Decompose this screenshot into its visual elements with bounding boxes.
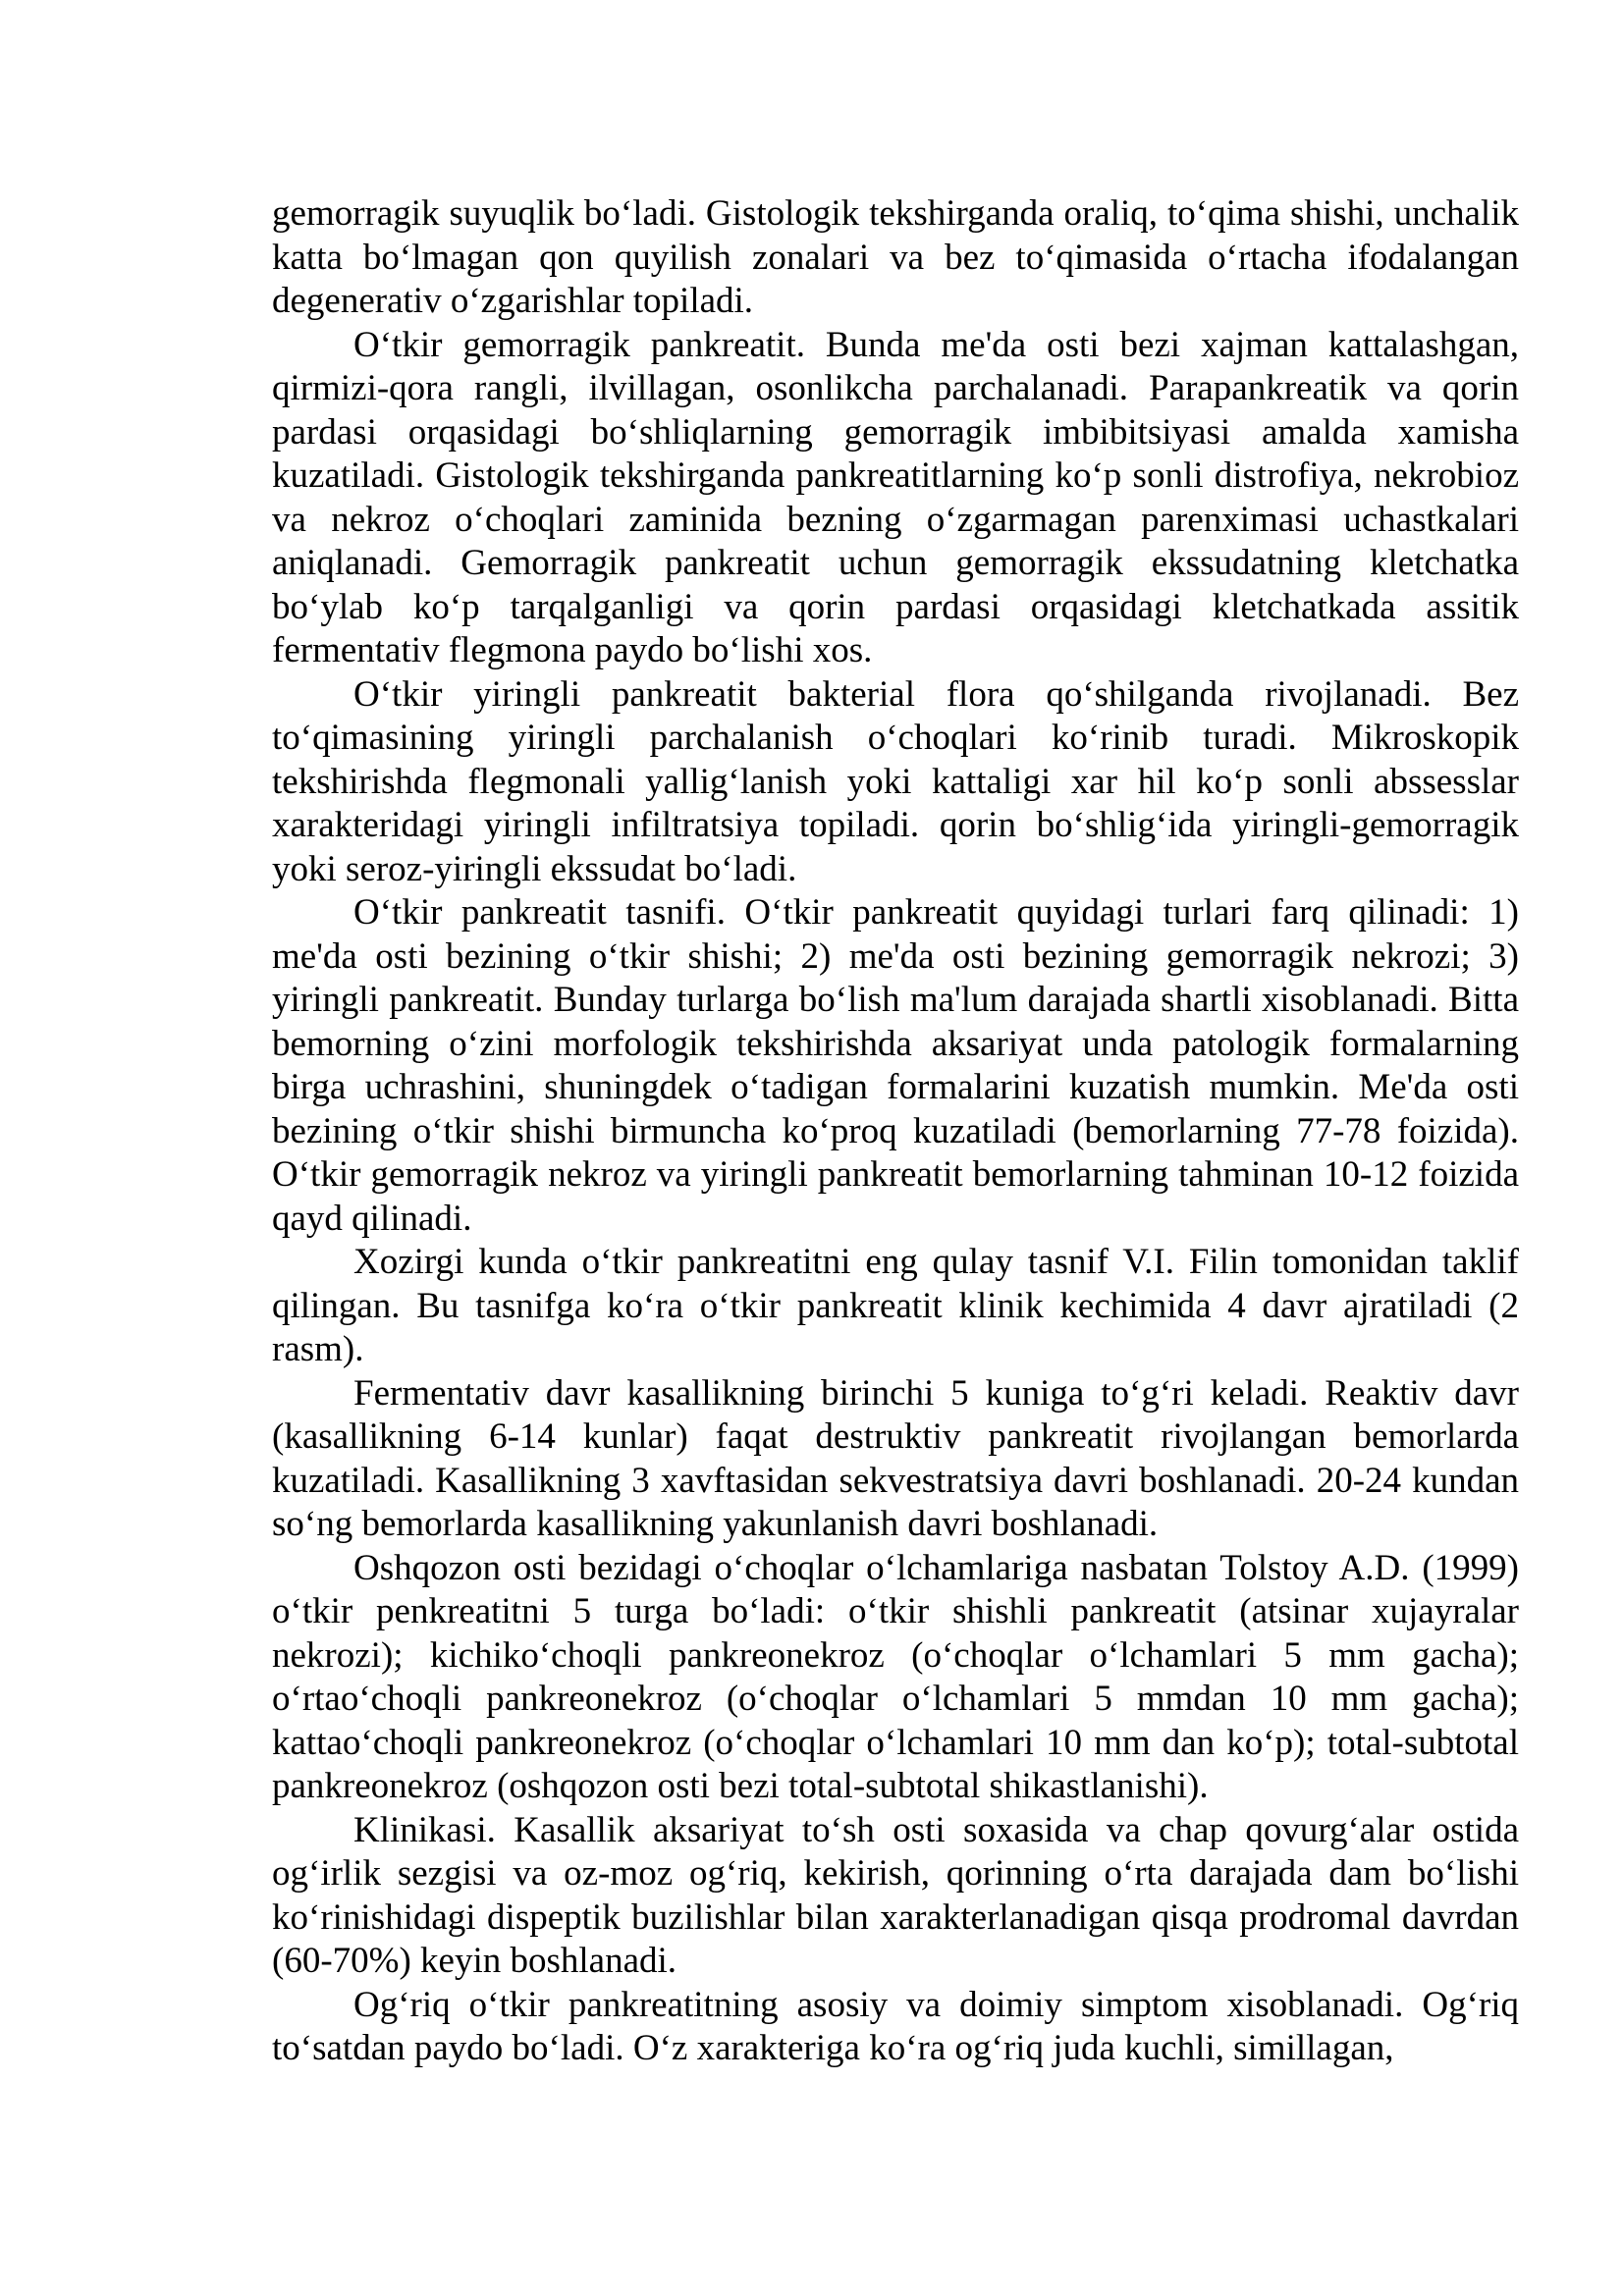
paragraph-filin-classification: Xozirgi kunda o‘tkir pankreatitni eng qulay tasnif V.I. Filin tomonidan taklif qilingan. Bu tasnifga ko‘ra o‘tkir pankreatit klinik kechimida 4 davr ajratiladi (2 rasm).: [272, 1242, 1519, 1369]
paragraph-classification: O‘tkir pankreatit tasnifi. O‘tkir pankreatit quyidagi turlari farq qilinadi: 1) me'da osti bezining o‘tkir shishi; 2) me'da osti bezining gemorragik nekrozi; 3) yiringli pankreatit. Bunday turlarga bo‘lish ma'lum darajada shartli xisoblanadi. Bitta bemorning o‘zini morfologik tekshirishda aksariyat unda patologik formalarning birga uchrashini, shuningdek o‘tadigan formalarini kuzatish mumkin. Me'da osti bezining o‘tkir shishi birmuncha ko‘proq kuzatiladi (bemorlarning 77-78 foizida). O‘tkir gemorragik nekroz va yiringli pankreatit bemorlarning tahminan 10-12 foizida qayd qilinadi.: [272, 892, 1519, 1239]
paragraph-pain: Og‘riq o‘tkir pankreatitning asosiy va doimiy simptom xisoblanadi. Og‘riq to‘satdan paydo bo‘ladi. O‘z xarakteriga ko‘ra og‘riq juda kuchli, simillagan,: [272, 1984, 1519, 2068]
paragraph-periods: Fermentativ davr kasallikning birinchi 5 kuniga to‘g‘ri keladi. Reaktiv davr (kasallikning 6-14 kunlar) faqat destruktiv pankreatit rivojlangan bemorlarda kuzatiladi. Kasallikning 3 xavftasidan sekvestratsiya davri boshlanadi. 20-24 kundan so‘ng bemorlarda kasallikning yakunlanish davri boshlanadi.: [272, 1372, 1519, 1544]
paragraph-continuation: gemorragik suyuqlik bo‘ladi. Gistologik tekshirganda oraliq, to‘qima shishi, unchalik katta bo‘lmagan qon quyilish zonalari va bez to‘qimasida o‘rtacha ifodalangan degenerativ o‘zgarishlar topiladi.: [272, 193, 1519, 321]
paragraph-tolstoy-classification: Oshqozon osti bezidagi o‘choqlar o‘lchamlariga nasbatan Tolstoy A.D. (1999) o‘tkir penkreatitni 5 turga bo‘ladi: o‘tkir shishli pankreatit (atsinar xujayralar nekrozi); kichiko‘choqli pankreonekroz (o‘choqlar o‘lchamlari 5 mm gacha); o‘rtao‘choqli pankreonekroz (o‘choqlar o‘lchamlari 5 mmdan 10 mm gacha); kattao‘choqli pankreonekroz (o‘choqlar o‘lchamlari 10 mm dan ko‘p); total-subtotal pankreonekroz (oshqozon osti bezi total-subtotal shikastlanishi).: [272, 1547, 1519, 1806]
paragraph-purulent-pancreatitis: O‘tkir yiringli pankreatit bakterial flora qo‘shilganda rivojlanadi. Bez to‘qimasining yiringli parchalanish o‘choqlari ko‘rinib turadi. Mikroskopik tekshirishda flegmonali yallig‘lanish yoki kattaligi xar hil ko‘p sonli abssesslar xarakteridagi yiringli infiltratsiya topiladi. qorin bo‘shlig‘ida yiringli-gemorragik yoki seroz-yiringli ekssudat bo‘ladi.: [272, 673, 1519, 889]
paragraph-hemorrhagic-pancreatitis: O‘tkir gemorragik pankreatit. Bunda me'da osti bezi xajman kattalashgan, qirmizi-qora rangli, ilvillagan, osonlikcha parchalanadi. Parapankreatik va qorin pardasi orqasidagi bo‘shliqlarning gemorragik imbibitsiyasi amalda xamisha kuzatiladi. Gistologik tekshirganda pankreatitlarning ko‘p sonli distrofiya, nekrobioz va nekroz o‘choqlari zaminida bezning o‘zgarmagan parenximasi uchastkalari aniqlanadi. Gemorragik pankreatit uchun gemorragik ekssudatning kletchatka bo‘ylab ko‘p tarqalganligi va qorin pardasi orqasidagi kletchatkada assitik fermentativ flegmona paydo bo‘lishi xos.: [272, 324, 1519, 670]
paragraph-clinical-picture: Klinikasi. Kasallik aksariyat to‘sh osti soxasida va chap qovurg‘alar ostida og‘irlik sezgisi va oz-moz og‘riq, kekirish, qorinning o‘rta darajada dam bo‘lishi ko‘rinishidagi dispeptik buzilishlar bilan xarakterlanadigan qisqa prodromal davrdan (60-70%) keyin boshlanadi.: [272, 1809, 1519, 1981]
body-text: [272, 192, 1519, 2071]
